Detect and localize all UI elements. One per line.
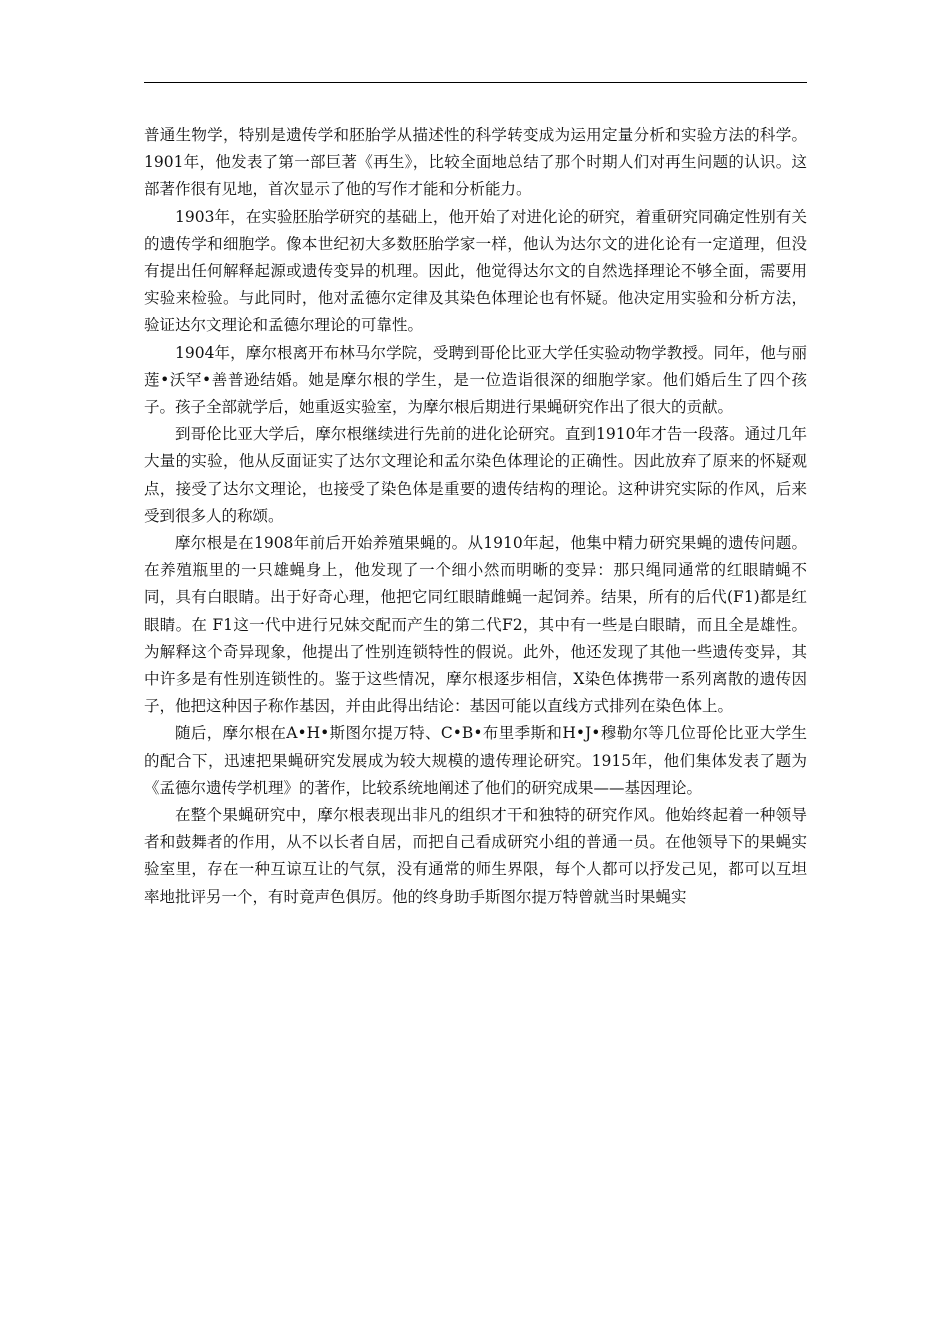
paragraph-3: 1904年，摩尔根离开布林马尔学院，受聘到哥伦比亚大学任实验动物学教授。同年，他与丽莲•沃罕•善普逊结婚。她是摩尔根的学生，是一位造诣很深的细胞学家。他们婚后生了四个孩子。孩子全部就学后，她重返实验室，为摩尔根后期进行果蝇研究作出了很大的贡献。	[144, 343, 807, 417]
paragraph-2: 1903年，在实验胚胎学研究的基础上，他开始了对进化论的研究，着重研究同确定性别有关的遗传学和细胞学。像本世纪初大多数胚胎学家一样，他认为达尔文的进化论有一定道理，但没有提出任何解释起源或遗传变异的机理。因此，他觉得达尔文的自然选择理论不够全面，需要用实验来检验。与此同时，他对孟德尔定律及其染色体理论也有怀疑。他决定用实验和分析方法，验证达尔文理论和孟德尔理论的可靠性。	[144, 207, 807, 335]
paragraph-7: 在整个果蝇研究中，摩尔根表现出非凡的组织才干和独特的研究作风。他始终起着一种领导者和鼓舞者的作用，从不以长者自居，而把自己看成研究小组的普通一员。在他领导下的果蝇实验室里，存在一种互谅互让的气氛，没有通常的师生界限，每个人都可以抒发己见，都可以互坦率地批评另一个，有时竟声色俱厉。他的终身助手斯图尔提万特曾就当时果蝇实	[144, 806, 807, 906]
body-text	[144, 122, 807, 911]
paragraph-1: 普通生物学，特别是遗传学和胚胎学从描述性的科学转变成为运用定量分析和实验方法的科学。1901年，他发表了第一部巨著《再生》，比较全面地总结了那个时期人们对再生问题的认识。这部著作很有见地，首次显示了他的写作才能和分析能力。	[144, 126, 807, 199]
header-rule	[144, 82, 807, 83]
paragraph-6: 随后，摩尔根在A•H•斯图尔提万特、C•B•布里季斯和H•J•穆勒尔等几位哥伦比亚大学生的配合下，迅速把果蝇研究发展成为较大规模的遗传理论研究。1915年，他们集体发表了题为《孟德尔遗传学机理》的著作，比较系统地阐述了他们的研究成果——基因理论。	[144, 724, 807, 797]
paragraph-4: 到哥伦比亚大学后，摩尔根继续进行先前的进化论研究。直到1910年才告一段落。通过几年大量的实验，他从反面证实了达尔文理论和孟尔染色体理论的正确性。因此放弃了原来的怀疑观点，接受了达尔文理论，也接受了染色体是重要的遗传结构的理论。这种讲究实际的作风，后来受到很多人的称颂。	[144, 425, 807, 525]
paragraph-5: 摩尔根是在1908年前后开始养殖果蝇的。从1910年起，他集中精力研究果蝇的遗传问题。在养殖瓶里的一只雄蝇身上，他发现了一个细小然而明晰的变异：那只绳同通常的红眼睛蝇不同，具有白眼睛。出于好奇心理，他把它同红眼睛雌蝇一起饲养。结果，所有的后代(F1)都是红眼睛。在 F1这一代中进行兄妹交配而产生的第二代F2，其中有一些是白眼睛，而且全是雄性。为解释这个奇异现象，他提出了性别连锁特性的假说。此外，他还发现了其他一些遗传变异，其中许多是有性别连锁性的。鉴于这些情况，摩尔根逐步相信，X染色体携带一系列离散的遗传因子，他把这种因子称作基因，并由此得出结论：基因可能以直线方式排列在染色体上。	[144, 534, 807, 716]
